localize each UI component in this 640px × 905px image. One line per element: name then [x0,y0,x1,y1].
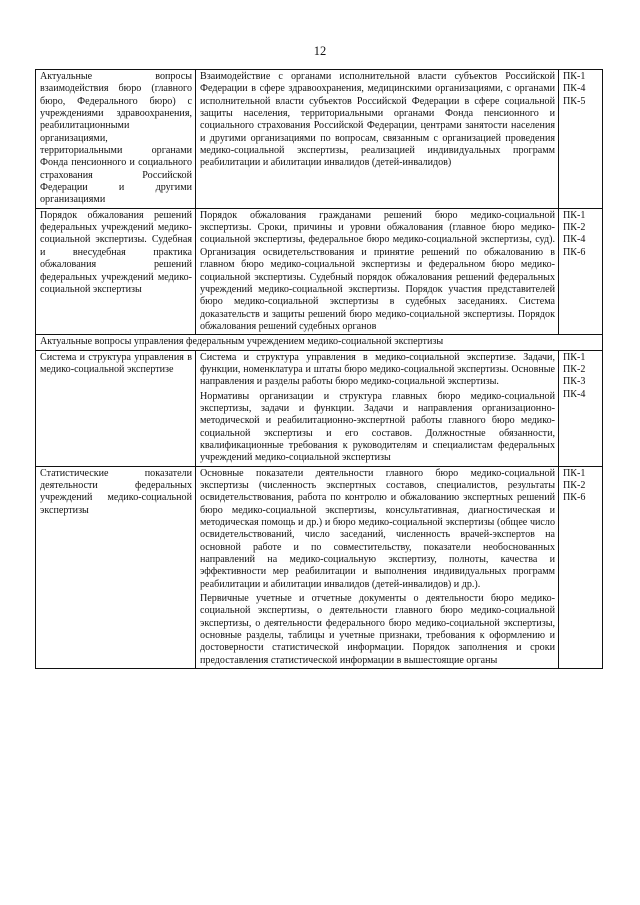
competence-code: ПК-6 [563,246,586,258]
content-paragraph: Нормативы организации и структура главных бюро медико-социальной экспертизы, задачи и функции. Задачи и направления организационно-методической и реабилитационно-экспертной работы главного бюро медико-социальной экспертизы и его составов. Должностные обязанности, квалификационные требования к руководителям и специалистам федеральных учреждений медико-социальной экспертизы [200,390,555,464]
content-cell [196,466,559,669]
section-heading-row [36,335,603,350]
topic-cell: Статистические показатели деятельности федеральных учреждений медико-социальной экспертизы [36,466,196,669]
table-row [36,208,603,334]
competence-code: ПК-2 [563,222,586,234]
content-cell [196,70,559,209]
competence-code: ПК-1 [563,71,586,82]
table-row [36,70,603,209]
competence-code: ПК-2 [563,363,586,375]
competence-code: ПК-3 [563,376,586,388]
competence-code: ПК-4 [563,388,586,400]
content-paragraph: Порядок обжалования гражданами решений бюро медико-социальной экспертизы. Сроки, причины и уровни обжалования (главное бюро медико-социальной экспертизы, федеральное бюро медико-социальной экспертизы, суд). Организация освидетельствования и принятие решений по обжалованию в главном бюро медико-социальной экспертизы и федеральном бюро медико-социальной экспертизы. Судебный порядок обжалования решений федеральных учреждений медико-социальной экспертизы. Порядок участия представителей бюро медико-социальной экспертизы в судебных заседаниях. Система доказательств и защиты решений бюро медико-социальной экспертизы. Порядок обжалования решений судебных органов [200,209,555,332]
competence-code: ПК-1 [563,351,586,363]
topic-cell: Система и структура управления в медико-социальной экспертизе [36,350,196,466]
competence-code: ПК-1 [563,467,586,479]
content-paragraph: Основные показатели деятельности главного бюро медико-социальной экспертизы (численность экспертных составов, специалистов, результаты освидетельствования, работа по контролю и обжалованию экспертных решений бюро медико-социальной экспертизы, консультативная, диагностическая и методическая помощь и др.) и бюро медико-социальной экспертизы (общее число освидетельствований, число заседаний, численность врачей-экспертов на основной работе и по совместительству, показатели необоснованных направлений на медико-социальную экспертизу, полноты, качества и эффективности мер реабилитации и выполнения индивидуальных программ реабилитации и абилитации инвалидов (детей-инвалидов) и др.). [200,467,555,590]
page-number: 12 [313,44,327,58]
curriculum-table [35,69,603,669]
competence-codes-cell [559,466,603,669]
content-paragraph: Первичные учетные и отчетные документы о деятельности бюро медико-социальной экспертизы, о деятельности главного бюро медико-социальной экспертизы, о деятельности федерального бюро медико-социальной экспертизы, основные разделы, таблицы и учетные признаки, требования к оформлению и достоверности статистической информации. Порядок заполнения и сроки предоставления статистической информации в вышестоящие органы [200,593,555,666]
content-paragraph: Система и структура управления в медико-социальной экспертизе. Задачи, функции, номенклатура и штаты бюро медико-социальной экспертизы. Основные направления и разделы работы бюро медико-социальной экспертизы. [200,351,555,388]
competence-code: ПК-1 [563,209,586,221]
competence-code: ПК-4 [563,83,586,95]
competence-codes-cell [559,350,603,466]
competence-codes-cell [559,208,603,334]
content-cell [196,208,559,334]
competence-code: ПК-2 [563,480,586,491]
section-heading: Актуальные вопросы управления федеральным учреждением медико-социальной экспертизы [36,335,603,350]
content-cell [196,350,559,466]
competence-code: ПК-4 [563,234,586,246]
table-row [36,466,603,669]
topic-cell: Порядок обжалования решений федеральных учреждений медико-социальной экспертизы. Судебная и внесудебная практика обжалования решений федеральных учреждений медико-социальной экспертизы [36,208,196,334]
content-paragraph: Взаимодействие с органами исполнительной власти субъектов Российской Федерации в сфере здравоохранения, медицинскими организациями, с органами исполнительной власти субъектов Российской Федерации в сфере социальной защиты населения, территориальными органами Фонда пенсионного и социального страхования Российской Федерации, центрами занятости населения и другими организациями по вопросам, связанным с организацией проведения медико-социальной экспертизы, реализацией индивидуальных программ реабилитации и абилитации инвалидов (детей-инвалидов) [200,71,555,169]
topic-cell: Актуальные вопросы взаимодействия бюро (главного бюро, Федерального бюро) с учреждениями здравоохранения, реабилитационными организациями, территориальными органами Фонда пенсионного и социального страхования Российской Федерации и другими организациями [36,70,196,209]
competence-code: ПК-6 [563,492,586,504]
competence-codes-cell [559,70,603,209]
competence-code: ПК-5 [563,95,586,107]
table-row [36,350,603,466]
